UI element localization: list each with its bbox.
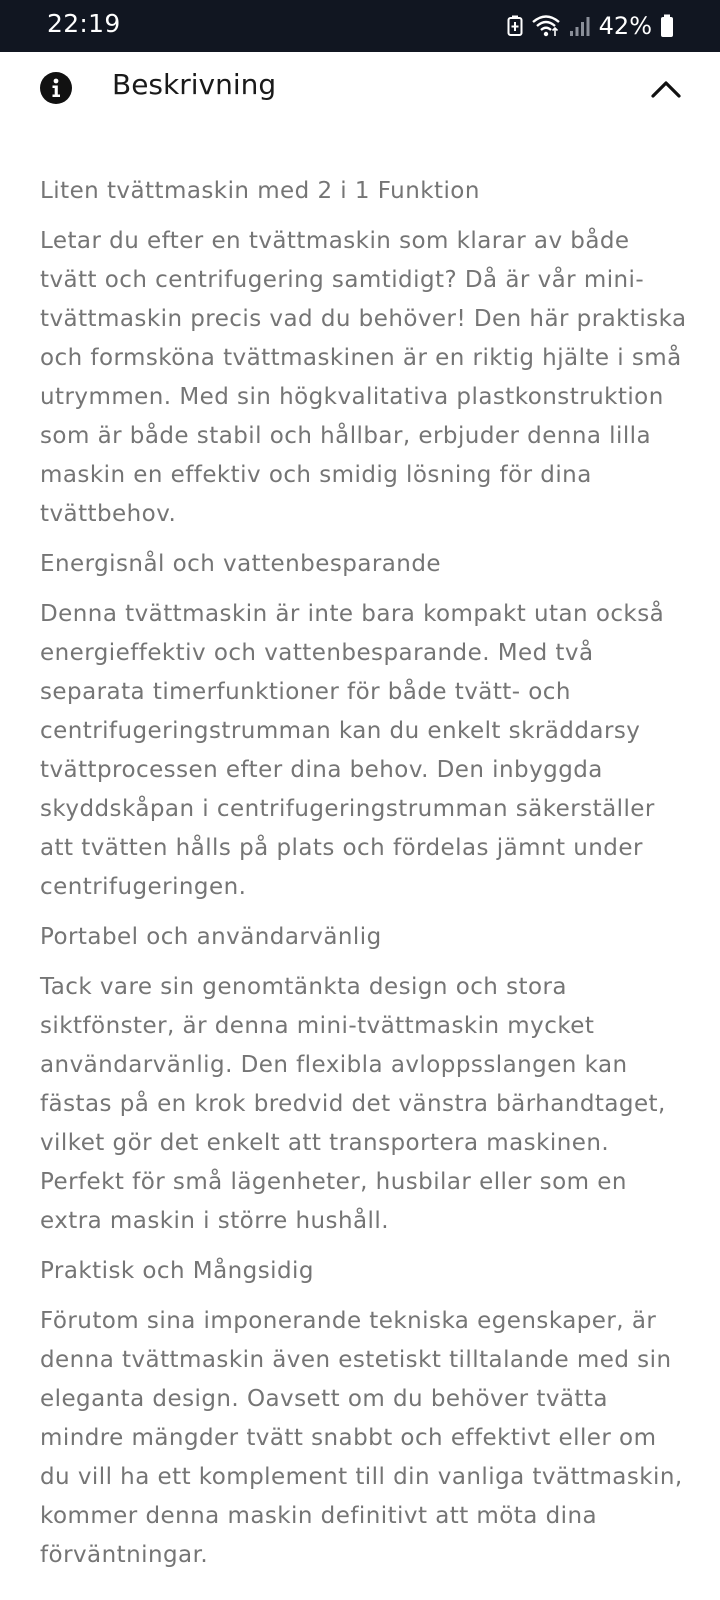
status-bar xyxy=(0,0,720,52)
section-heading: Liten tvättmaskin med 2 i 1 Funktion xyxy=(40,178,480,204)
accordion-title: Beskrivning xyxy=(112,68,277,101)
status-icons xyxy=(507,10,674,42)
description-section xyxy=(40,1252,690,1575)
battery-icon xyxy=(660,14,674,38)
description-section xyxy=(40,172,690,534)
description-accordion-header[interactable] xyxy=(0,52,720,124)
description-content xyxy=(40,172,690,1586)
section-paragraph: Denna tvättmaskin är inte bara kompakt utan också energieffektiv och vattenbesparande. Med två separata timerfunktioner för både tvätt- och centrifugeringstrumman kan du enkelt skräddarsy tvättprocessen efter dina behov. Den inbyggda skyddskåpan i centrifugeringstrumman säkerställer att tvätten hålls på plats och fördelas jämnt under centrifugeringen. xyxy=(40,601,665,900)
status-time: 22:19 xyxy=(47,9,121,38)
section-paragraph: Förutom sina imponerande tekniska egenskaper, är denna tvättmaskin även estetiskt tilltalande med sin eleganta design. Oavsett om du behöver tvätta mindre mängder tvätt snabbt och effektivt eller om du vill ha ett komplement till din vanliga tvättmaskin, kommer denna maskin definitivt att möta dina förväntningar. xyxy=(40,1308,683,1568)
section-paragraph: Tack vare sin genomtänkta design och stora siktfönster, är denna mini-tvättmaskin mycket användarvänlig. Den flexibla avloppsslangen kan fästas på en krok bredvid det vänstra bärhandtaget, vilket gör det enkelt att transportera maskinen. Perfekt för små lägenheter, husbilar eller som en extra maskin i större hushåll. xyxy=(40,974,666,1234)
description-section xyxy=(40,918,690,1241)
signal-icon xyxy=(569,15,591,37)
section-heading: Portabel och användarvänlig xyxy=(40,924,382,950)
wifi-icon xyxy=(531,14,561,38)
info-icon xyxy=(40,72,72,104)
battery-saver-icon xyxy=(507,15,523,37)
section-heading: Praktisk och Mångsidig xyxy=(40,1258,314,1284)
section-paragraph: Letar du efter en tvättmaskin som klarar av både tvätt och centrifugering samtidigt? Då är vår mini-tvättmaskin precis vad du behöver! Den här praktiska och formsköna tvättmaskinen är en riktig hjälte i små utrymmen. Med sin högkvalitativa plastkonstruktion som är både stabil och hållbar, erbjuder denna lilla maskin en effektiv och smidig lösning för dina tvättbehov. xyxy=(40,228,687,527)
description-section xyxy=(40,545,690,907)
battery-percent: 42% xyxy=(598,12,652,40)
section-heading: Energisnål och vattenbesparande xyxy=(40,551,441,577)
chevron-up-icon[interactable] xyxy=(650,72,682,104)
